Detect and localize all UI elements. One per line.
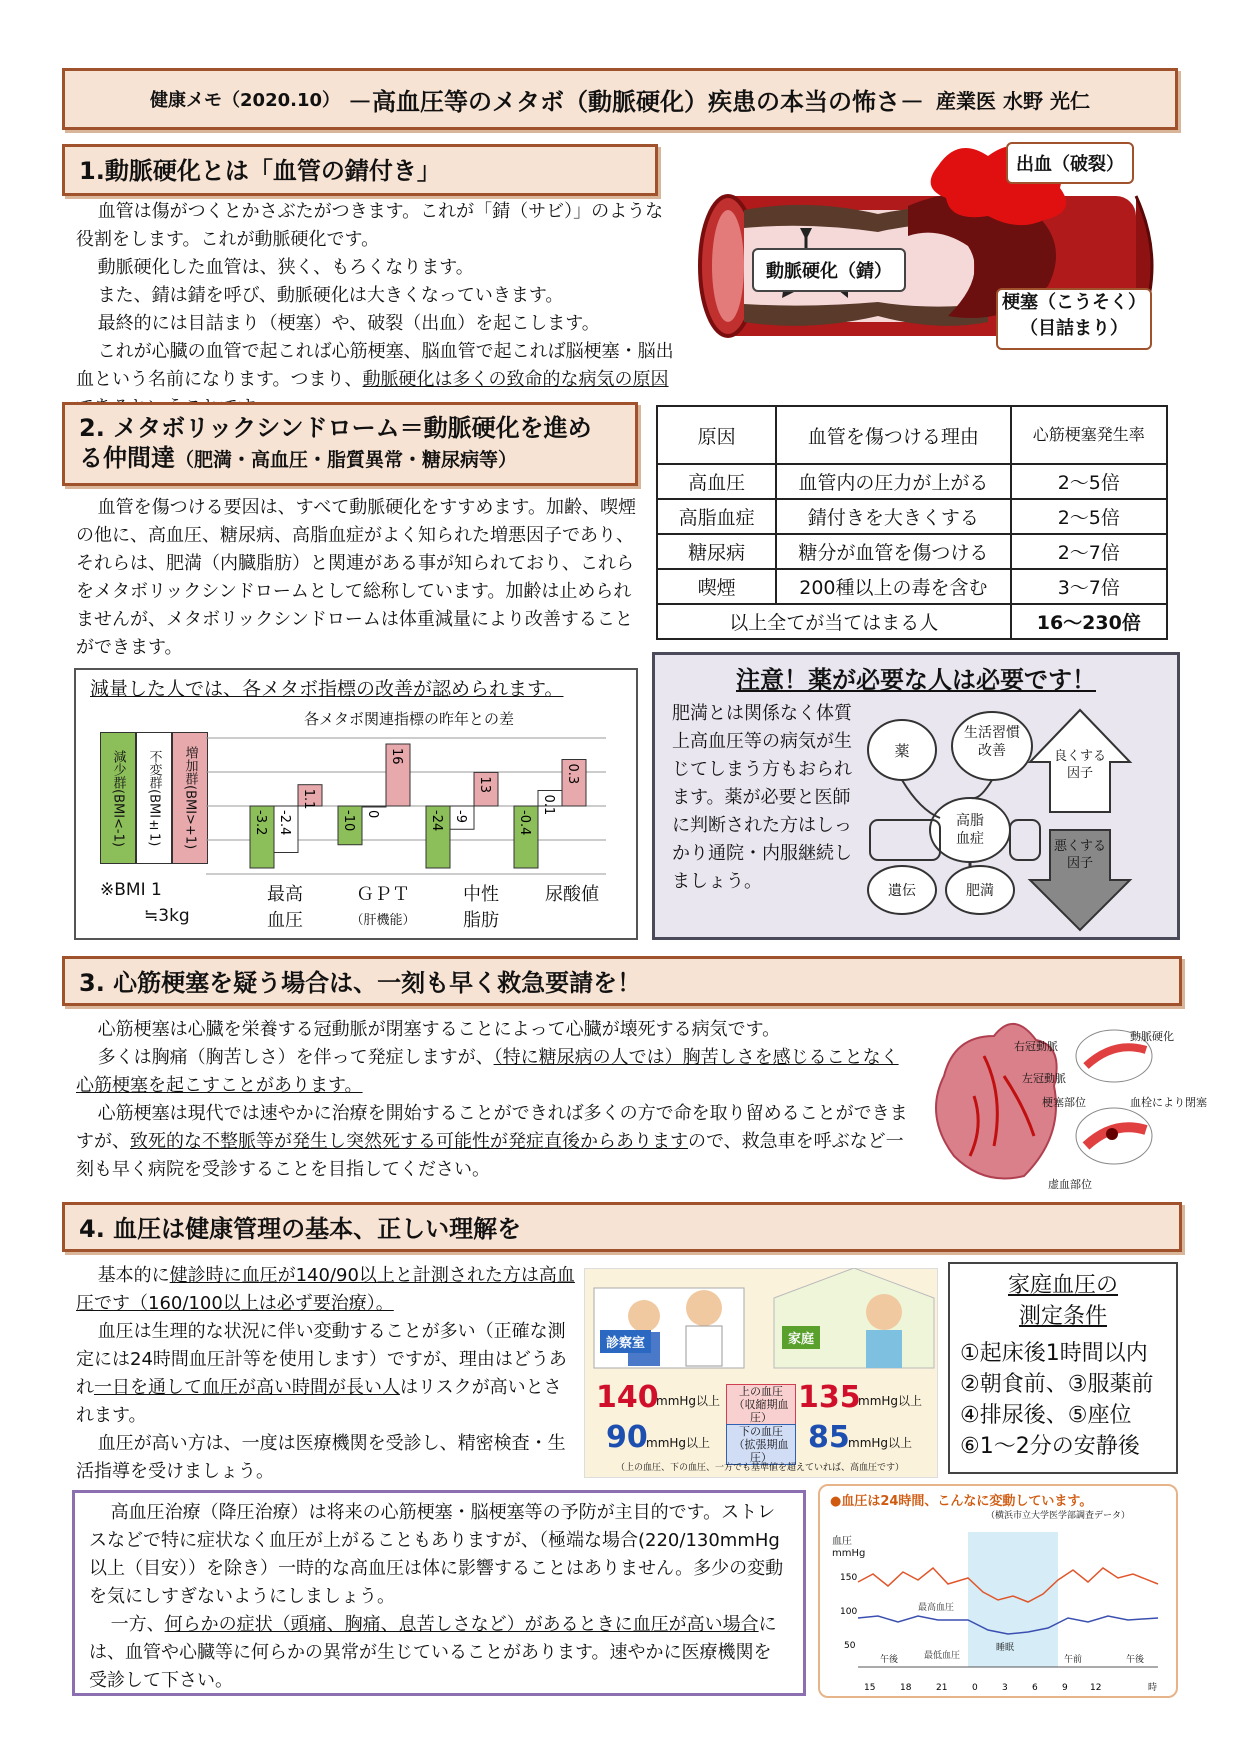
label-clot: 血栓により閉塞 (1130, 1096, 1207, 1109)
label-infarction-2: （目詰まり） (1020, 318, 1128, 339)
graph-pm1: 午後 (880, 1655, 899, 1665)
cond-title-1: 家庭血圧の (1007, 1273, 1118, 1298)
cat-line: 中性 (463, 884, 499, 905)
treatment-text: には、血管や心臓等に何らかの異常が生じていることがあります。速やかに医療機関を受診して下さい。 (89, 1614, 777, 1691)
bar-label-0-2: 1.1 (301, 788, 316, 810)
category-label (446, 882, 516, 934)
table-cell: 2～5倍 (1011, 499, 1167, 534)
cat-line: 尿酸値 (545, 884, 599, 905)
section1-text (76, 198, 676, 338)
graph-sys-label: 最高血圧 (918, 1603, 955, 1613)
center-line1: 高脂 (956, 813, 984, 829)
unit-2: mmHg以上 (646, 1436, 711, 1450)
author: 産業医 水野 光仁 (936, 88, 1090, 113)
table-cell: 2～7倍 (1011, 534, 1167, 569)
good-line2: 因子 (1066, 766, 1093, 781)
label-sclerosis: 動脈硬化 (1130, 1030, 1174, 1043)
svg-text:18: 18 (900, 1683, 912, 1693)
section4-text (76, 1262, 576, 1486)
caution-title (652, 660, 1180, 695)
dia-clinic: 90 (606, 1420, 648, 1455)
lifestyle-line2: 改善 (978, 743, 1006, 759)
label-infarction (996, 288, 1152, 350)
cat-line: 最高 (267, 884, 303, 905)
s3-paragraph: 心筋梗塞は心臓を栄養する冠動脈が閉塞することによって心臓が壊死する病気です。 (97, 1019, 781, 1040)
s3-text: 心筋梗塞は現代では速やかに治療を開始することができれば多くの方で命を取り留めることができますが、 (76, 1103, 908, 1152)
legend-increase: 増加群(BMI>+1) (172, 732, 208, 864)
treatment-paragraph: 高血圧治療（降圧治療）は将来の心筋梗塞・脳梗塞等の予防が主目的です。ストレスなどで特に症状なく血圧が上がることもありますが、（極端な場合(220/130mmHg以上（目安））を除き）一時的な高血圧は体に影響することはありません。多少の変動を気にしすぎないようにしましょう。 (89, 1502, 784, 1607)
s1-conclusion-a: これが心臓の血管で起これば心筋梗塞、脳血管で起これば脳梗塞・脳出血という名前になります。つまり、 (76, 341, 674, 390)
upper-line1: 上の血圧 (739, 1385, 783, 1398)
table-header: 血管を傷つける理由 (776, 406, 1010, 464)
section3-heading: 3. 心筋梗塞を疑う場合は、一刻も早く救急要請を！ (62, 956, 1182, 1006)
arrow-bad-label (1050, 838, 1110, 872)
table-header-row (657, 406, 1167, 464)
page-header (62, 68, 1178, 130)
good-line1: 良くする (1053, 749, 1106, 764)
risk-table (656, 405, 1168, 640)
graph-am: 午前 (1064, 1655, 1083, 1665)
svg-text:9: 9 (1062, 1683, 1068, 1693)
legend-decrease: 減少群(BMI<-1) (100, 732, 136, 864)
bar-chart (206, 728, 636, 878)
table-row (657, 534, 1167, 569)
bar-label-3-2: 0.3 (565, 763, 580, 785)
page-title: －高血圧等のメタボ（動脈硬化）疾患の本当の怖さ－ (348, 87, 925, 116)
treatment-text: 一方、 (110, 1614, 165, 1635)
label-infarct-site: 梗塞部位 (1042, 1096, 1086, 1109)
svg-text:150: 150 (840, 1573, 858, 1583)
chart-note-1: ※BMI 1 (100, 880, 162, 900)
upper-line2: （収縮期血圧） (733, 1398, 789, 1424)
category-label (532, 882, 612, 908)
bp-24h-plot (818, 1520, 1178, 1698)
sys-clinic: 140 (596, 1380, 659, 1415)
section3-text (76, 1016, 916, 1184)
condition-item: ①起床後1時間以内 (960, 1341, 1148, 1366)
graph-dia-label: 最低血圧 (924, 1651, 961, 1661)
section2-heading-line2: る仲間達 (79, 444, 175, 472)
graph-sleep-label: 睡眠 (996, 1643, 1015, 1653)
unit-1: mmHg以上 (656, 1394, 721, 1408)
s3-underline: （特に糖尿病の人では）胸苦しさを感じることなく心筋梗塞を起こすことがあります。 (76, 1047, 899, 1096)
bar-label-3-0: -0.4 (517, 810, 532, 836)
table-row (657, 464, 1167, 499)
s1-conclusion-underline: 動脈硬化は多くの致命的な病気の原因 (362, 369, 669, 390)
upper-bp-label (726, 1384, 796, 1425)
legend-same: 不変群(BMI±1) (136, 732, 172, 864)
sys-home: 135 (798, 1380, 861, 1415)
table-header: 原因 (657, 406, 776, 464)
svg-text:15: 15 (864, 1683, 876, 1693)
chart-title-text: 減量した人では、各メタボ指標の改善が認められます。 (90, 678, 564, 700)
table-header: 心筋梗塞発生率 (1011, 406, 1167, 464)
cat-line: 脂肪 (463, 910, 499, 931)
label-right-coronary: 右冠動脈 (1014, 1040, 1058, 1053)
bar-label-2-1: -9 (453, 810, 468, 823)
chart-title (90, 674, 630, 701)
label-sclerosis: 動脈硬化（錆） (752, 248, 906, 292)
table-cell: 高血圧 (657, 464, 776, 499)
graph-title: ●血圧は24時間、こんなに変動しています。 (830, 1494, 1093, 1509)
section1-heading: 1.動脈硬化とは「血管の錆付き」 (62, 144, 658, 196)
s3-text: ので、救急車を呼ぶなど一刻も早く病院を受診することを目指してください。 (76, 1131, 904, 1180)
graph-xunit: 時 (1148, 1683, 1158, 1693)
table-cell: 糖分が血管を傷つける (776, 534, 1010, 569)
svg-text:100: 100 (840, 1607, 858, 1617)
unit-3: mmHg以上 (858, 1394, 923, 1408)
label-clinic: 診察室 (600, 1330, 651, 1353)
treatment-box (72, 1490, 806, 1696)
ylabel-2: mmHg (832, 1548, 866, 1559)
svg-text:12: 12 (1090, 1683, 1102, 1693)
lower-bp-label (726, 1424, 796, 1465)
caution-title-text: 注意！薬が必要な人は必要です！ (736, 666, 1096, 694)
bar-label-1-1: 0 (365, 810, 380, 819)
balance-lifestyle (952, 724, 1032, 760)
graph-source: （横浜市立大学医学部調査データ） (986, 1511, 1131, 1521)
chart-subtitle: 各メタボ関連指標の昨年との差 (304, 710, 515, 728)
s3-text: 多くは胸痛（胸苦しさ）を伴って発症しますが、 (97, 1047, 494, 1068)
table-row (657, 569, 1167, 604)
bp-scene (584, 1268, 936, 1378)
s4-paragraph: 血圧が高い方は、一度は医療機関を受診し、精密検査・生活指導を受けましょう。 (76, 1433, 566, 1482)
condition-item: ②朝食前、③服薬前 (960, 1372, 1154, 1397)
table-total-label: 以上全てが当てはまる人 (657, 604, 1011, 639)
graph-pm2: 午後 (1126, 1655, 1145, 1665)
svg-text:3: 3 (1002, 1683, 1008, 1693)
table-row (657, 499, 1167, 534)
table-cell: 血管内の圧力が上がる (776, 464, 1010, 499)
home-bp-conditions (948, 1262, 1178, 1474)
condition-item: ④排尿後、⑤座位 (960, 1403, 1132, 1428)
bar-label-1-2: 16 (389, 748, 404, 765)
section4-heading: 4. 血圧は健康管理の基本、正しい理解を (62, 1202, 1182, 1252)
table-cell: 2～5倍 (1011, 464, 1167, 499)
lower-line1: 下の血圧 (739, 1425, 783, 1438)
s4-text: 基本的に (97, 1265, 170, 1286)
svg-text:21: 21 (936, 1683, 948, 1693)
s3-underline: 致死的な不整脈等が発生し突然死する可能性が発症直後からあります (130, 1131, 688, 1152)
arrow-good-label (1050, 748, 1110, 782)
bar-label-2-2: 13 (477, 776, 492, 793)
label-ischemia: 虚血部位 (1048, 1178, 1092, 1191)
condition-item: ⑥1～2分の安静後 (960, 1434, 1140, 1459)
section2-heading (62, 402, 638, 486)
s4-underline: 健診時に血圧が140/90以上と計測された方は高血圧です（160/100以上は必ず要治療）。 (76, 1265, 575, 1314)
cat-line: （肝機能） (350, 913, 416, 928)
bad-line2: 因子 (1066, 856, 1093, 871)
label-infarction-1: 梗塞（こうそく） (1002, 292, 1146, 313)
s1-paragraph: また、錆は錆を呼び、動脈硬化は大きくなっていきます。 (97, 285, 564, 306)
s1-paragraph: 最終的には目詰まり（梗塞）や、破裂（出血）を起こします。 (97, 313, 600, 334)
balance-center (940, 812, 1000, 848)
chart-note-2: ≒3kg (144, 906, 190, 926)
svg-text:50: 50 (844, 1641, 856, 1651)
svg-text:0: 0 (972, 1683, 978, 1693)
balance-genetics: 遺伝 (888, 883, 916, 899)
balance-obesity: 肥満 (966, 883, 994, 899)
section2-text (76, 494, 638, 662)
bar-label-0-1: -2.4 (277, 810, 292, 836)
cond-title-2: 測定条件 (1018, 1304, 1107, 1329)
table-total-value: 16～230倍 (1011, 604, 1167, 639)
lifestyle-line1: 生活習慣 (964, 725, 1020, 741)
table-cell: 高脂血症 (657, 499, 776, 534)
svg-text:6: 6 (1032, 1683, 1038, 1693)
s4-text: 血圧は生理的な状況に伴い変動することが多い（正確な測定には24時間血圧計等を使用します）ですが、理由はどうあれ (76, 1321, 567, 1398)
label-left-coronary: 左冠動脈 (1022, 1072, 1066, 1085)
center-line2: 血症 (956, 831, 984, 847)
label-home: 家庭 (782, 1326, 820, 1349)
bar-label-3-1: 0.1 (541, 794, 556, 816)
s1-paragraph: 動脈硬化した血管は、狭く、もろくなります。 (97, 257, 474, 278)
treatment-underline: 何らかの症状（頭痛、胸痛、息苦しさなど）があるときに血圧が高い場合 (164, 1614, 759, 1635)
bad-line1: 悪くする (1053, 839, 1106, 854)
cat-line: 血圧 (267, 910, 303, 931)
s4-text: はリスクが高いとされます。 (76, 1377, 562, 1426)
bar-label-0-0: -3.2 (253, 810, 268, 836)
bar-label-1-0: -10 (341, 810, 356, 832)
table-cell: 3～7倍 (1011, 569, 1167, 604)
bp-caption: （上の血圧、下の血圧、一方でも基準値を超えていれば、高血圧です） (615, 1463, 904, 1473)
s2-paragraph: 血管を傷つける要因は、すべて動脈硬化をすすめます。加齢、喫煙の他に、高血圧、糖尿病、高脂血症がよく知られた増悪因子であり、それらは、肥満（内臓脂肪）と関連がある事が知られており、これらをメタボリックシンドロームとして総称しています。加齢は止められませんが、メタボリックシンドロームは体重減量により改善することができます。 (76, 497, 636, 658)
bar-label-2-0: -24 (429, 810, 444, 832)
section2-heading-sub: （肥満・高血圧・脂質異常・糖尿病等） (175, 449, 518, 471)
balance-medicine: 薬 (894, 742, 910, 760)
table-cell: 錆付きを大きくする (776, 499, 1010, 534)
s4-underline: 一日を通して血圧が高い時間が長い人 (94, 1377, 400, 1398)
s1-paragraph: 血管は傷がつくとかさぶたがつきます。これが「錆（サビ）」のような役割をします。これが動脈硬化です。 (76, 201, 664, 250)
table-total-row (657, 604, 1167, 639)
cat-line: ＧＰＴ (356, 884, 410, 905)
memo-label: 健康メモ（2020.10） (150, 90, 341, 111)
unit-4: mmHg以上 (848, 1436, 913, 1450)
section2-heading-line1: 2. メタボリックシンドローム＝動脈硬化を進め (79, 414, 592, 442)
dia-home: 85 (808, 1420, 850, 1455)
caution-text: 肥満とは関係なく体質上高血圧等の病気が生じてしまう方もおられます。薬が必要と医師に判断された方はしっかり通院・内服継続しましょう。 (672, 703, 852, 892)
bar-1-1 (362, 806, 386, 807)
table-cell: 200種以上の毒を含む (776, 569, 1010, 604)
table-cell: 喫煙 (657, 569, 776, 604)
lower-line2: （拡張期血圧） (733, 1438, 789, 1464)
label-bleeding: 出血（破裂） (1006, 142, 1134, 184)
ylabel-1: 血圧 (832, 1536, 852, 1547)
category-label (250, 882, 320, 934)
table-cell: 糖尿病 (657, 534, 776, 569)
category-label (338, 882, 428, 934)
